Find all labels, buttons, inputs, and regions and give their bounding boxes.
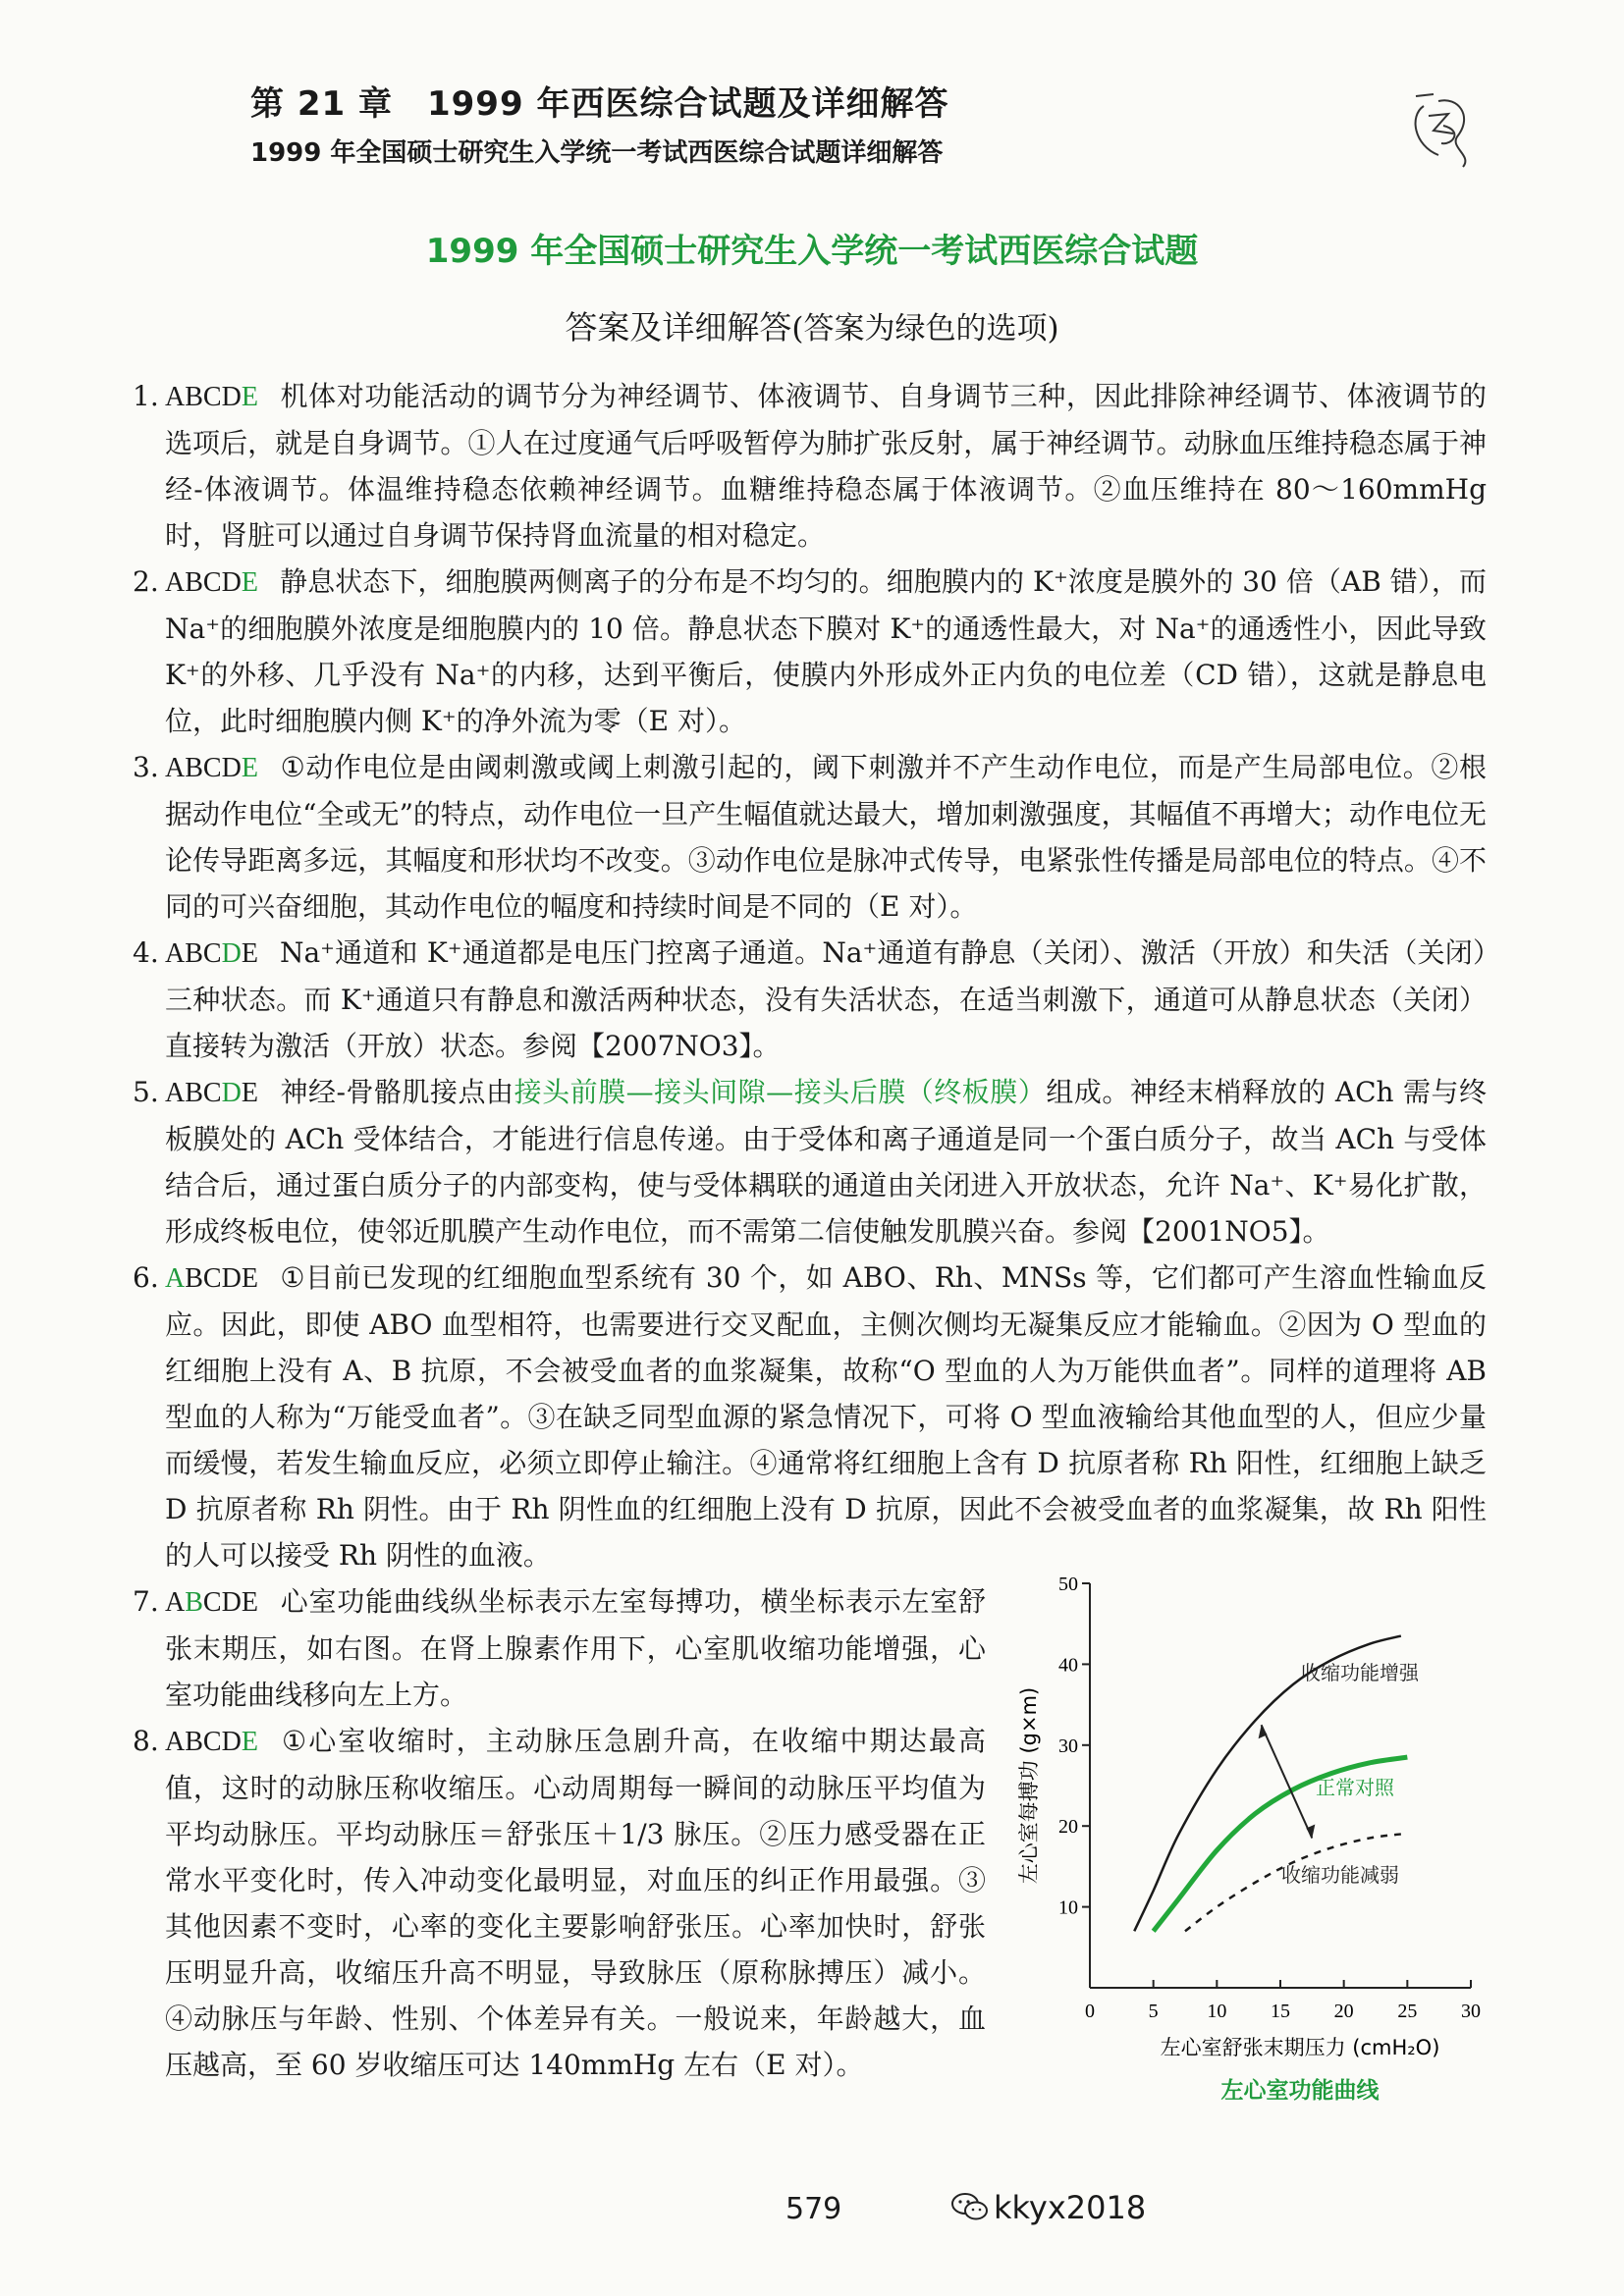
option-letter: D [221, 753, 242, 783]
y-axis-label: 左心室每搏功 (g×m) [1017, 1686, 1041, 1885]
explanation-text: 组成。神经末梢释放的 ACh 需与终板膜处的 ACh 受体结合，才能进行信息传递。由于受体和离子通道是同一个蛋白质分子，故当 ACh 与受体结合后，通过蛋白质分子的内部变构，使与受体耦联的通道由关闭进入开放状态，允许 Na⁺、K⁺易化扩散，形成终板电位，使邻近肌膜产生动作电位，而不需第二信使触发肌膜兴奋。参阅【2001NO5】。 [165, 1076, 1487, 1248]
question-number: 1. [133, 380, 159, 412]
series-label: 收缩功能增强 [1301, 1661, 1419, 1684]
page-header [250, 77, 948, 169]
x-axis-label: 左心室舒张末期压力 (cmH₂O) [1160, 2036, 1440, 2059]
option-letter: E [241, 753, 258, 783]
exam-title: 1999 年全国硕士研究生入学统一考试西医综合试题 [425, 232, 1199, 271]
option-letter: A [165, 567, 186, 598]
option-letter: D [221, 1263, 242, 1294]
chapter-title: 第 21 章 1999 年西医综合试题及详细解答 [250, 84, 949, 124]
answer-options [165, 382, 258, 412]
option-letter: B [185, 1727, 203, 1757]
option-letter: A [165, 1263, 186, 1294]
x-tick-label: 10 [1207, 2001, 1227, 2022]
question-number: 5. [133, 1076, 159, 1108]
answer-item [135, 1718, 986, 2088]
option-letter: D [221, 1078, 242, 1108]
option-letter: E [241, 1078, 258, 1108]
question-number: 2. [133, 565, 159, 598]
option-letter: E [241, 1263, 258, 1294]
option-letter: D [221, 1587, 242, 1618]
chart-title: 左心室功能曲线 [1220, 2078, 1380, 2104]
page-number: 579 [785, 2192, 842, 2226]
option-letter: B [185, 1263, 203, 1294]
x-tick-label: 30 [1461, 2001, 1481, 2022]
option-letter: A [165, 1078, 186, 1108]
publisher-logo-icon [1404, 86, 1483, 175]
chapter-subtitle: 1999 年全国硕士研究生入学统一考试西医综合试题详细解答 [250, 138, 944, 168]
wechat-id: kkyx2018 [994, 2189, 1147, 2226]
answer-item [135, 930, 1487, 1069]
y-tick-label: 40 [1058, 1654, 1078, 1677]
option-letter: A [165, 753, 186, 783]
explanation-text: ①目前已发现的红细胞血型系统有 30 个，如 ABO、Rh、MNSs 等，它们都可产生溶血性输血反应。因此，即使 ABO 血型相符，也需要进行交叉配血，主侧次侧均无凝集反应才能输血。②因为 O 型血的红细胞上没有 A、B 抗原，不会被受血者的血浆凝集，故称“O 型血的人为万能供血者”。同样的道理将 AB 型血的人称为“万能受血者”。③在缺乏同型血源的紧急情况下，可将 O 型血液输给其他血型的人，但应少量而缓慢，若发生输血反应，必须立即停止输注。④通常将红细胞上含有 D 抗原者称 Rh 阳性，红细胞上缺乏 D 抗原者称 Rh 阴性。由于 Rh 阴性血的红细胞上没有 D 抗原，因此不会被受血者的血浆凝集，故 Rh 阳性的人可以接受 Rh 阴性的血液。 [165, 1261, 1487, 1572]
option-letter: D [221, 938, 242, 969]
option-letter: B [185, 382, 203, 412]
option-letter: B [185, 567, 203, 598]
explanation-text: Na⁺通道和 K⁺通道都是电压门控离子通道。Na⁺通道有静息（关闭）、激活（开放）和失活（关闭）三种状态。而 K⁺通道只有静息和激活两种状态，没有失活状态，在适当刺激下，通道可从静息状态（关闭）直接转为激活（开放）状态。参阅【2007NO3】。 [165, 936, 1487, 1062]
option-letter: A [165, 938, 186, 969]
explanation-text: ①心室收缩时，主动脉压急剧升高，在收缩中期达最高值，这时的动脉压称收缩压。心动周期每一瞬间的动脉压平均值为平均动脉压。平均动脉压＝舒张压＋1/3 脉压。②压力感受器在正常水平变化时，传入冲动变化最明显，对血压的纠正作用最强。③其他因素不变时，心率的变化主要影响舒张压。心率加快时，舒张压明显升高，收缩压升高不明显，导致脉压（原称脉搏压）减小。④动脉压与年龄、性别、个体差异有关。一般说来，年龄越大，血压越高，至 60 岁收缩压可达 140mmHg 左右（E 对）。 [165, 1725, 986, 2081]
y-tick-label: 30 [1058, 1735, 1078, 1757]
option-letter: D [221, 567, 242, 598]
option-letter: C [202, 938, 222, 969]
series-label: 收缩功能减弱 [1281, 1863, 1399, 1887]
wechat-icon [950, 2191, 990, 2222]
option-letter: C [202, 567, 222, 598]
answer-item [135, 744, 1487, 930]
question-number: 4. [133, 936, 159, 969]
option-letter: D [221, 382, 242, 412]
ventricular-function-chart [1001, 1556, 1512, 2115]
option-letter: A [165, 1727, 186, 1757]
option-letter: C [202, 382, 222, 412]
x-tick-label: 15 [1271, 2001, 1290, 2022]
answer-item [135, 1255, 1487, 1578]
answer-item [135, 559, 1487, 744]
answer-item [135, 1578, 986, 1718]
option-letter: D [221, 1727, 242, 1757]
x-tick-label: 20 [1333, 2001, 1354, 2022]
option-letter: C [202, 753, 222, 783]
x-tick-label: 5 [1148, 2001, 1159, 2022]
option-letter: E [241, 938, 258, 969]
answer-note: (答案为绿色的选项) [791, 311, 1059, 347]
option-letter: B [185, 753, 203, 783]
highlight-text: 接头前膜—接头间隙—接头后膜（终板膜） [514, 1076, 1047, 1108]
option-letter: B [185, 938, 203, 969]
option-letter: E [241, 567, 258, 598]
option-letter: C [202, 1727, 222, 1757]
answer-heading [0, 302, 1624, 348]
question-number: 8. [133, 1725, 159, 1757]
option-letter: E [241, 1587, 258, 1618]
option-letter: A [165, 382, 186, 412]
option-letter: E [241, 382, 258, 412]
answer-options [165, 1263, 258, 1294]
explanation-text: 静息状态下，细胞膜两侧离子的分布是不均匀的。细胞膜内的 K⁺浓度是膜外的 30 倍（AB 错），而 Na⁺的细胞膜外浓度是细胞膜内的 10 倍。静息状态下膜对 K⁺的通透性最大，对 Na⁺的通透性小，因此导致 K⁺的外移、几乎没有 Na⁺的内移，达到平衡后，使膜内外形成外正内负的电位差（CD 错），这就是静息电位，此时细胞膜内侧 K⁺的净外流为零（E 对）。 [165, 565, 1487, 737]
answer-options [165, 1727, 258, 1757]
question-number: 6. [133, 1261, 159, 1294]
answer-item [135, 1069, 1487, 1255]
option-letter: C [202, 1263, 222, 1294]
option-letter: C [202, 1078, 222, 1108]
answer-options [165, 567, 258, 598]
answer-options [165, 753, 258, 783]
x-tick-label: 25 [1397, 2001, 1418, 2022]
answer-options [165, 1078, 258, 1108]
option-letter: A [165, 1587, 186, 1618]
option-letter: B [185, 1587, 203, 1618]
option-letter: C [202, 1587, 222, 1618]
answer-title: 答案及详细解答 [565, 308, 792, 347]
series-label: 正常对照 [1316, 1776, 1394, 1799]
option-letter: E [241, 1727, 258, 1757]
wechat-watermark [950, 2189, 1146, 2226]
question-number: 7. [133, 1585, 159, 1618]
answer-item [135, 373, 1487, 559]
answer-options [165, 938, 258, 969]
y-tick-label: 20 [1058, 1816, 1078, 1839]
answer-options [165, 1587, 258, 1618]
question-number: 3. [133, 751, 159, 783]
explanation-text: 神经-骨骼肌接点由 [279, 1076, 514, 1108]
explanation-text: 机体对功能活动的调节分为神经调节、体液调节、自身调节三种，因此排除神经调节、体液调节的选项后，就是自身调节。①人在过度通气后呼吸暂停为肺扩张反射，属于神经调节。动脉血压维持稳态属于神经-体液调节。体温维持稳态依赖神经调节。血糖维持稳态属于体液调节。②血压维持在 80～160mmHg 时，肾脏可以通过自身调节保持肾血流量的相对稳定。 [165, 380, 1487, 552]
explanation-text: ①动作电位是由阈刺激或阈上刺激引起的，阈下刺激并不产生动作电位，而是产生局部电位。②根据动作电位“全或无”的特点，动作电位一旦产生幅值就达最大，增加刺激强度，其幅值不再增大；动作电位无论传导距离多远，其幅度和形状均不改变。③动作电位是脉冲式传导，电紧张性传播是局部电位的特点。④不同的可兴奋细胞，其动作电位的幅度和持续时间是不同的（E 对）。 [165, 751, 1487, 923]
explanation-text: 心室功能曲线纵坐标表示左室每搏功，横坐标表示左室舒张末期压，如右图。在肾上腺素作用下，心室肌收缩功能增强，心室功能曲线移向左上方。 [165, 1585, 986, 1711]
y-tick-label: 50 [1058, 1574, 1078, 1595]
y-tick-label: 10 [1058, 1896, 1078, 1919]
option-letter: B [185, 1078, 203, 1108]
x-tick-label: 0 [1085, 2001, 1095, 2022]
